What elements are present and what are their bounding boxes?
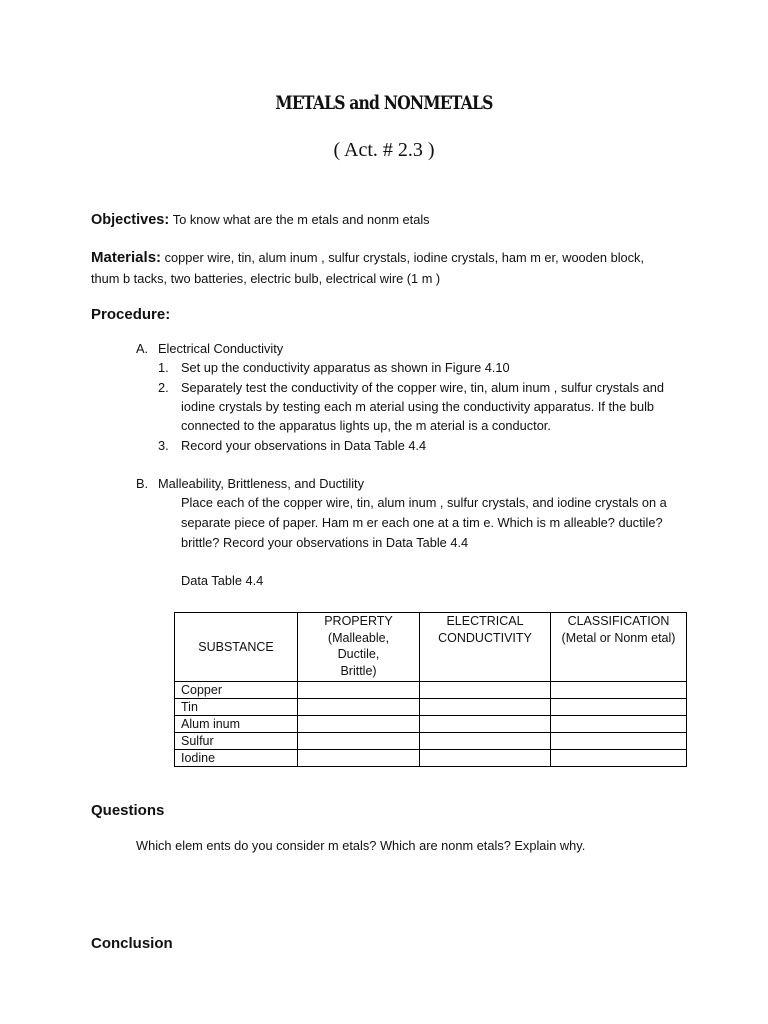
step-2-text-2: iodine crystals by testing each m aterial using the conductivity apparatus. If the bulb xyxy=(181,399,655,414)
section-b-title: Malleability, Brittleness, and Ductility xyxy=(158,476,365,491)
table-row xyxy=(175,733,687,750)
header-classification-line-1: CLASSIFICATION xyxy=(567,614,670,628)
header-property-line-1: PROPERTY xyxy=(324,614,393,628)
header-substance xyxy=(175,613,298,682)
header-classification xyxy=(551,613,687,682)
materials-text-1: copper wire, tin, alum inum , sulfur crystals, iodine crystals, ham m er, wooden block, xyxy=(164,250,645,265)
header-conductivity xyxy=(420,613,551,682)
step-1-text: Set up the conductivity apparatus as shown in Figure 4.10 xyxy=(181,360,510,375)
objectives-label: Objectives: xyxy=(91,212,170,228)
table-caption: Data Table 4.4 xyxy=(181,573,264,588)
materials-label: Materials: xyxy=(91,249,162,266)
questions-label: Questions xyxy=(91,802,165,819)
conclusion-label: Conclusion xyxy=(91,935,173,952)
conductivity-cell[interactable] xyxy=(420,716,551,733)
property-cell[interactable] xyxy=(298,733,420,750)
classification-cell[interactable] xyxy=(551,733,687,750)
header-property-line-4: Brittle) xyxy=(340,663,377,678)
procedure-label: Procedure: xyxy=(91,306,171,323)
questions-text: Which elem ents do you consider m etals? Which are nonm etals? Explain why. xyxy=(136,838,586,853)
header-conductivity-line-2: CONDUCTIVITY xyxy=(438,630,532,645)
classification-cell[interactable] xyxy=(551,716,687,733)
classification-cell[interactable] xyxy=(551,750,687,767)
section-a-title: Electrical Conductivity xyxy=(158,341,284,356)
table-header-row xyxy=(175,613,687,682)
materials-text-2: thum b tacks, two batteries, electric bulb, electrical wire (1 m ) xyxy=(91,271,441,286)
substance-cell: Alum inum xyxy=(175,716,298,733)
step-2-marker: 2. xyxy=(158,380,169,395)
step-3-text: Record your observations in Data Table 4.4 xyxy=(181,438,427,453)
conductivity-cell[interactable] xyxy=(420,682,551,699)
substance-cell: Tin xyxy=(175,699,298,716)
step-2-text-1: Separately test the conductivity of the copper wire, tin, alum inum , sulfur crystals and xyxy=(181,380,664,395)
conductivity-cell[interactable] xyxy=(420,699,551,716)
table-row xyxy=(175,716,687,733)
table-row xyxy=(175,682,687,699)
property-cell[interactable] xyxy=(298,682,420,699)
header-property xyxy=(298,613,420,682)
substance-cell: Sulfur xyxy=(175,733,298,750)
property-cell[interactable] xyxy=(298,699,420,716)
section-b-text-3: brittle? Record your observations in Data Table 4.4 xyxy=(181,535,469,550)
step-3-marker: 3. xyxy=(158,438,169,453)
data-table xyxy=(174,612,687,767)
objectives-text: To know what are the m etals and nonm etals xyxy=(172,212,430,227)
classification-cell[interactable] xyxy=(551,682,687,699)
table-row xyxy=(175,699,687,716)
header-classification-line-2: (Metal or Nonm etal) xyxy=(561,630,676,645)
activity-number: ( Act. # 2.3 ) xyxy=(333,139,435,161)
materials-line xyxy=(91,249,644,266)
section-b-text-2: separate piece of paper. Ham m er each one at a tim e. Which is m alleable? ductile? xyxy=(181,515,663,530)
step-2-text-3: connected to the apparatus lights up, the m aterial is a conductor. xyxy=(181,418,551,433)
substance-cell: Copper xyxy=(175,682,298,699)
header-substance-line: SUBSTANCE xyxy=(198,639,274,654)
table-row xyxy=(175,750,687,767)
header-conductivity-line-1: ELECTRICAL xyxy=(446,614,524,628)
conductivity-cell[interactable] xyxy=(420,733,551,750)
step-1-marker: 1. xyxy=(158,360,169,375)
property-cell[interactable] xyxy=(298,750,420,767)
header-property-line-2: (Malleable, xyxy=(327,630,390,645)
header-property-line-3: Ductile, xyxy=(337,647,380,661)
section-b-text-1: Place each of the copper wire, tin, alum inum , sulfur crystals, and iodine crystals on a xyxy=(181,495,667,510)
classification-cell[interactable] xyxy=(551,699,687,716)
page-title: METALS and NONMETALS xyxy=(275,92,493,114)
section-a-marker: A. xyxy=(136,341,149,356)
objectives-line xyxy=(91,212,430,228)
section-b-marker: B. xyxy=(136,476,149,491)
conductivity-cell[interactable] xyxy=(420,750,551,767)
substance-cell: Iodine xyxy=(175,750,298,767)
property-cell[interactable] xyxy=(298,716,420,733)
